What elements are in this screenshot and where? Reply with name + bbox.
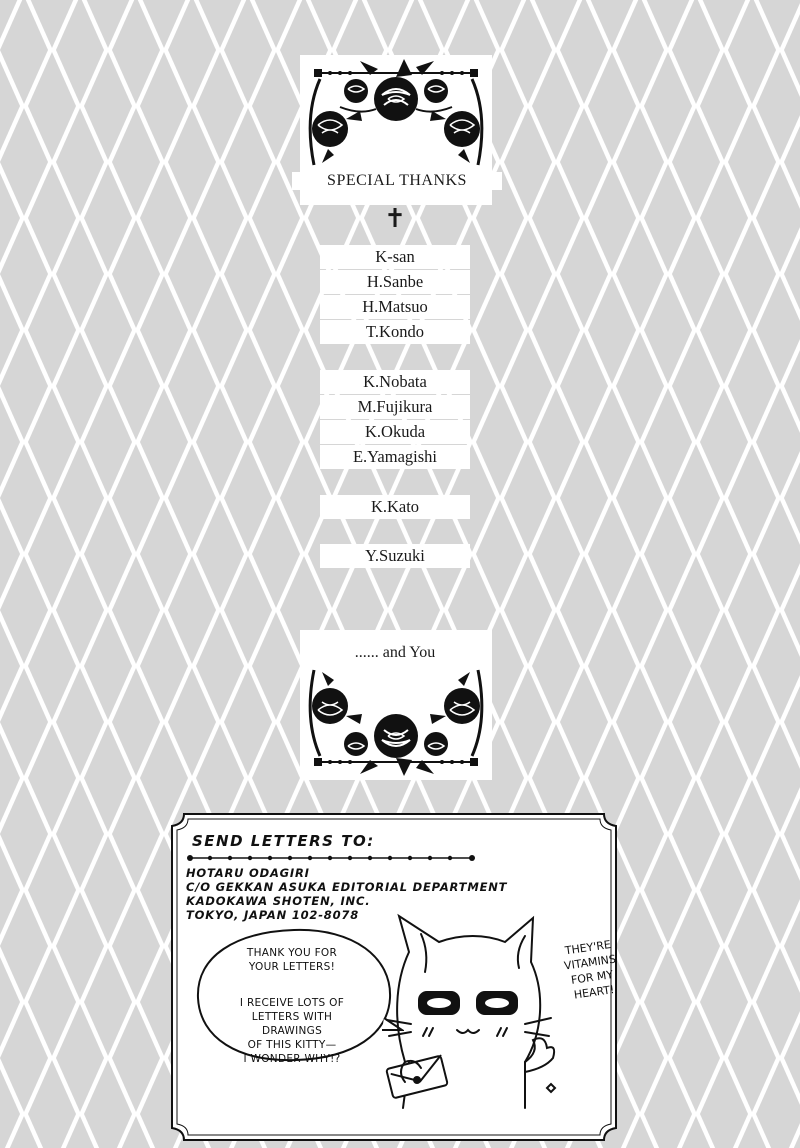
address-line: C/O GEKKAN ASUKA EDITORIAL DEPARTMENT xyxy=(186,880,508,894)
send-letters-heading: SEND LETTERS TO: xyxy=(192,832,375,850)
send-letters-card xyxy=(170,812,618,1142)
address-line: HOTARU ODAGIRI xyxy=(186,866,310,880)
special-thanks-title: SPECIAL THANKS xyxy=(292,172,502,190)
credit-name: K.Okuda xyxy=(320,420,470,444)
credit-name: K.Nobata xyxy=(320,370,470,394)
credit-name: E.Yamagishi xyxy=(320,445,470,469)
credit-name: T.Kondo xyxy=(320,320,470,344)
closing-text: ...... and You xyxy=(330,644,460,662)
credit-name: K-san xyxy=(320,245,470,269)
credit-name: H.Sanbe xyxy=(320,270,470,294)
dotted-divider xyxy=(186,854,476,862)
cross-icon: ✝ xyxy=(384,204,406,233)
cat-drawing-icon xyxy=(375,912,565,1112)
address-line: TOKYO, JAPAN 102-8078 xyxy=(186,908,360,922)
speech-text-thanks: THANK YOU FOR YOUR LETTERS! xyxy=(246,947,338,973)
credit-name: K.Kato xyxy=(320,495,470,519)
credit-name: H.Matsuo xyxy=(320,295,470,319)
credit-name: M.Fujikura xyxy=(320,395,470,419)
speech-text-drawings: I RECEIVE LOTS OF LETTERS WITH DRAWINGS OF THIS KITTY— I WONDER WHY!? xyxy=(239,997,345,1065)
side-note-vitamins: THEY'RE VITAMINS FOR MY HEART! xyxy=(563,938,617,1002)
credit-name: Y.Suzuki xyxy=(320,544,470,568)
address-line: KADOKAWA SHOTEN, INC. xyxy=(186,894,371,908)
